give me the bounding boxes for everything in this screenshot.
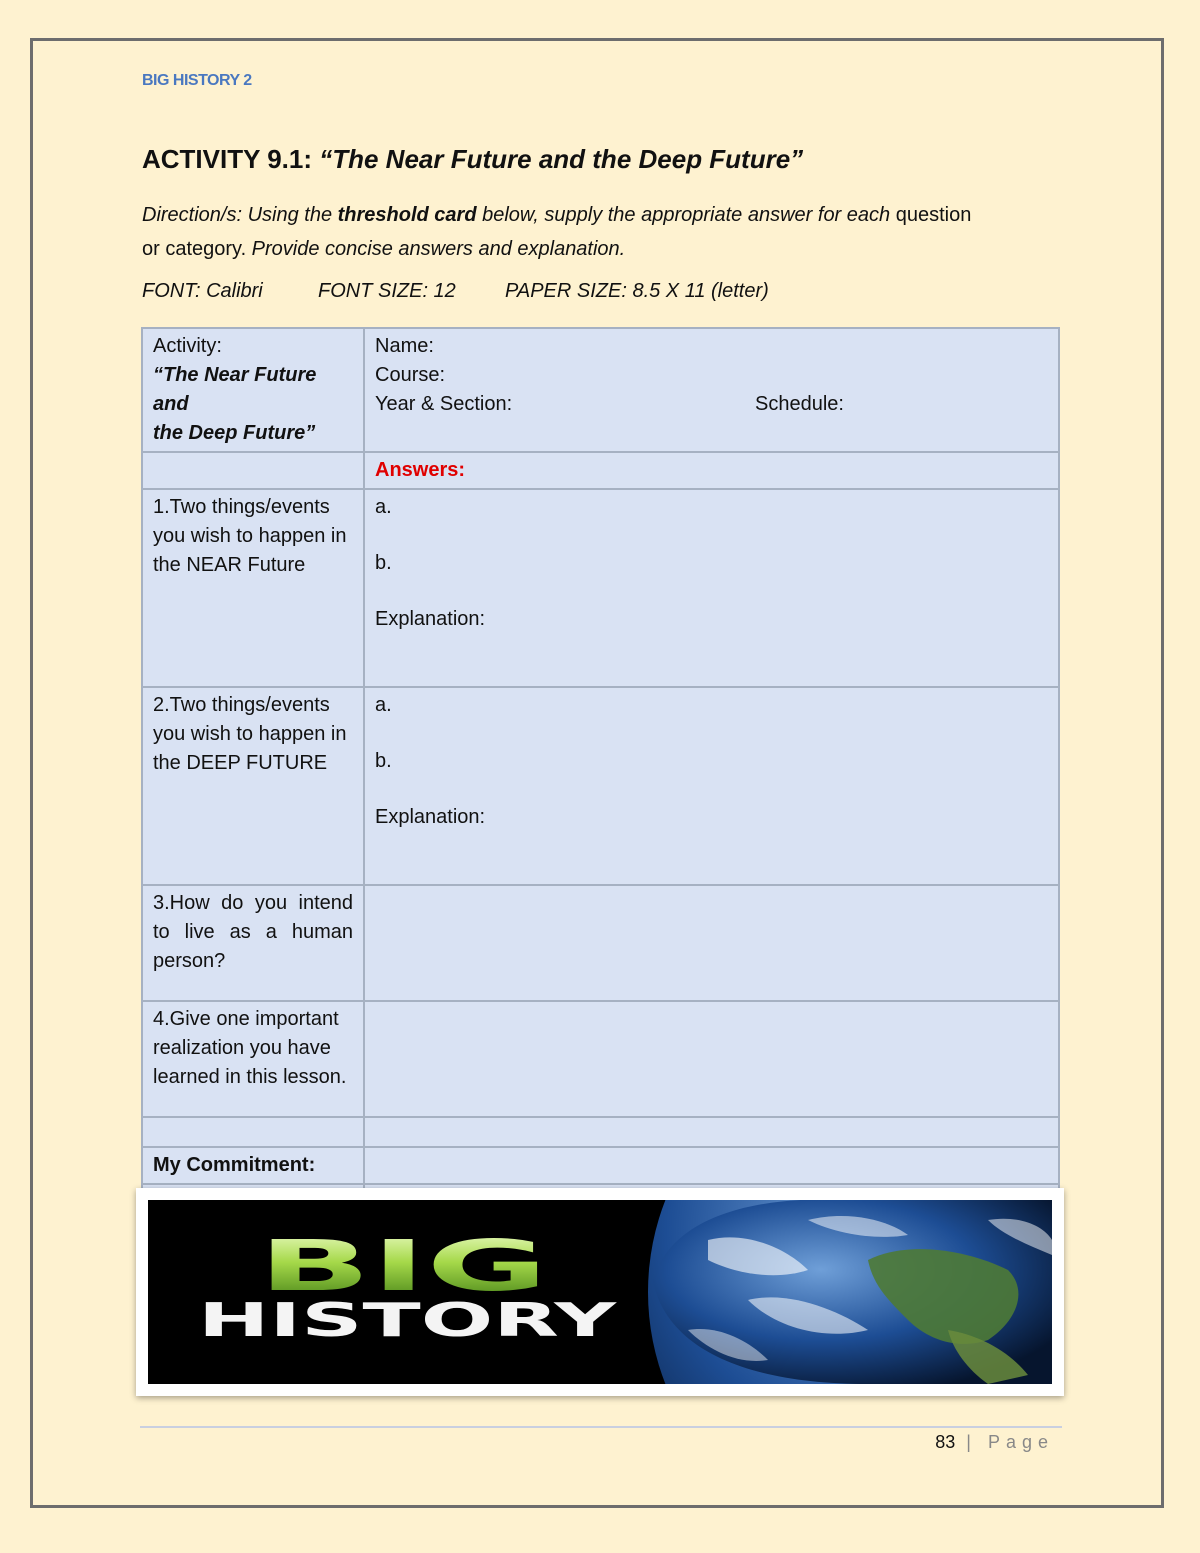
- directions-part-1: Direction/s: Using the: [142, 204, 338, 226]
- question-row-2: [142, 687, 1059, 885]
- banner-image: [148, 1200, 1052, 1384]
- year-section-label: Year & Section:: [375, 393, 513, 415]
- answers-label: Answers:: [364, 452, 1059, 489]
- spacer-row: [142, 1117, 1059, 1147]
- card-header-row: [142, 328, 1059, 452]
- threshold-card-table: [141, 327, 1060, 1222]
- answer-b-label: b.: [375, 552, 392, 574]
- answer-a-label: a.: [375, 694, 392, 716]
- directions-question: question: [895, 204, 972, 226]
- empty-cell: [142, 1117, 364, 1147]
- running-header: BIG HISTORY 2: [142, 72, 252, 89]
- banner-history-text: HISTORY: [198, 1293, 618, 1347]
- answer-b-label: b.: [375, 750, 392, 772]
- question-4: 4.Give one important realization you have learned in this lesson.: [142, 1001, 364, 1117]
- student-info-cell[interactable]: [364, 328, 1059, 452]
- footer-divider: [140, 1426, 1062, 1428]
- font-size-requirement: FONT SIZE: 12: [318, 280, 456, 302]
- activity-name-line-2: the Deep Future”: [153, 422, 316, 444]
- answer-cell-3[interactable]: [364, 885, 1059, 1001]
- page-number: [935, 1432, 1054, 1453]
- question-3: 3.How do you intend to live as a human person?: [142, 885, 364, 1001]
- activity-cell: [142, 328, 364, 452]
- explanation-label: Explanation:: [375, 806, 486, 828]
- question-row-1: [142, 489, 1059, 687]
- explanation-label: Explanation:: [375, 608, 486, 630]
- banner-big-text: BIG: [258, 1225, 548, 1307]
- answer-cell-4[interactable]: [364, 1001, 1059, 1117]
- empty-cell: [364, 1117, 1059, 1147]
- directions-threshold-card: threshold card: [337, 204, 477, 226]
- activity-label: Activity:: [153, 335, 222, 357]
- question-1: 1.Two things/events you wish to happen in the NEAR Future: [142, 489, 364, 687]
- page-number-value: 83: [935, 1432, 956, 1452]
- activity-title-italic: “The Near Future and the Deep Future”: [319, 144, 804, 174]
- directions-part-3: below, supply the appropriate answer for each: [476, 204, 896, 226]
- earth-globe-icon: [646, 1200, 1052, 1384]
- page-word: Page: [987, 1432, 1054, 1452]
- activity-title-prefix: ACTIVITY 9.1:: [142, 144, 320, 174]
- activity-name-line-1: “The Near Future and: [153, 364, 317, 415]
- page-number-separator: |: [955, 1432, 988, 1452]
- name-label: Name:: [375, 335, 434, 357]
- question-2: 2.Two things/events you wish to happen in the DEEP FUTURE: [142, 687, 364, 885]
- directions-part-6: Provide concise answers and explanation.: [246, 238, 626, 260]
- font-requirement: FONT: Calibri: [142, 280, 263, 302]
- answer-cell-2[interactable]: [364, 687, 1059, 885]
- empty-cell: [142, 452, 364, 489]
- directions-text: [142, 198, 1062, 266]
- paper-size-requirement: PAPER SIZE: 8.5 X 11 (letter): [505, 280, 769, 302]
- activity-title: [142, 144, 803, 175]
- big-history-banner: [136, 1188, 1064, 1396]
- question-row-4: [142, 1001, 1059, 1117]
- question-row-3: [142, 885, 1059, 1001]
- answer-cell-1[interactable]: [364, 489, 1059, 687]
- format-requirements: [142, 280, 769, 303]
- schedule-label: Schedule:: [755, 393, 844, 415]
- commitment-cell[interactable]: [364, 1147, 1059, 1184]
- answer-a-label: a.: [375, 496, 392, 518]
- directions-category: or category.: [142, 238, 247, 260]
- commitment-label: My Commitment:: [142, 1147, 364, 1184]
- course-label: Course:: [375, 364, 446, 386]
- answers-header-row: [142, 452, 1059, 489]
- commitment-row: [142, 1147, 1059, 1184]
